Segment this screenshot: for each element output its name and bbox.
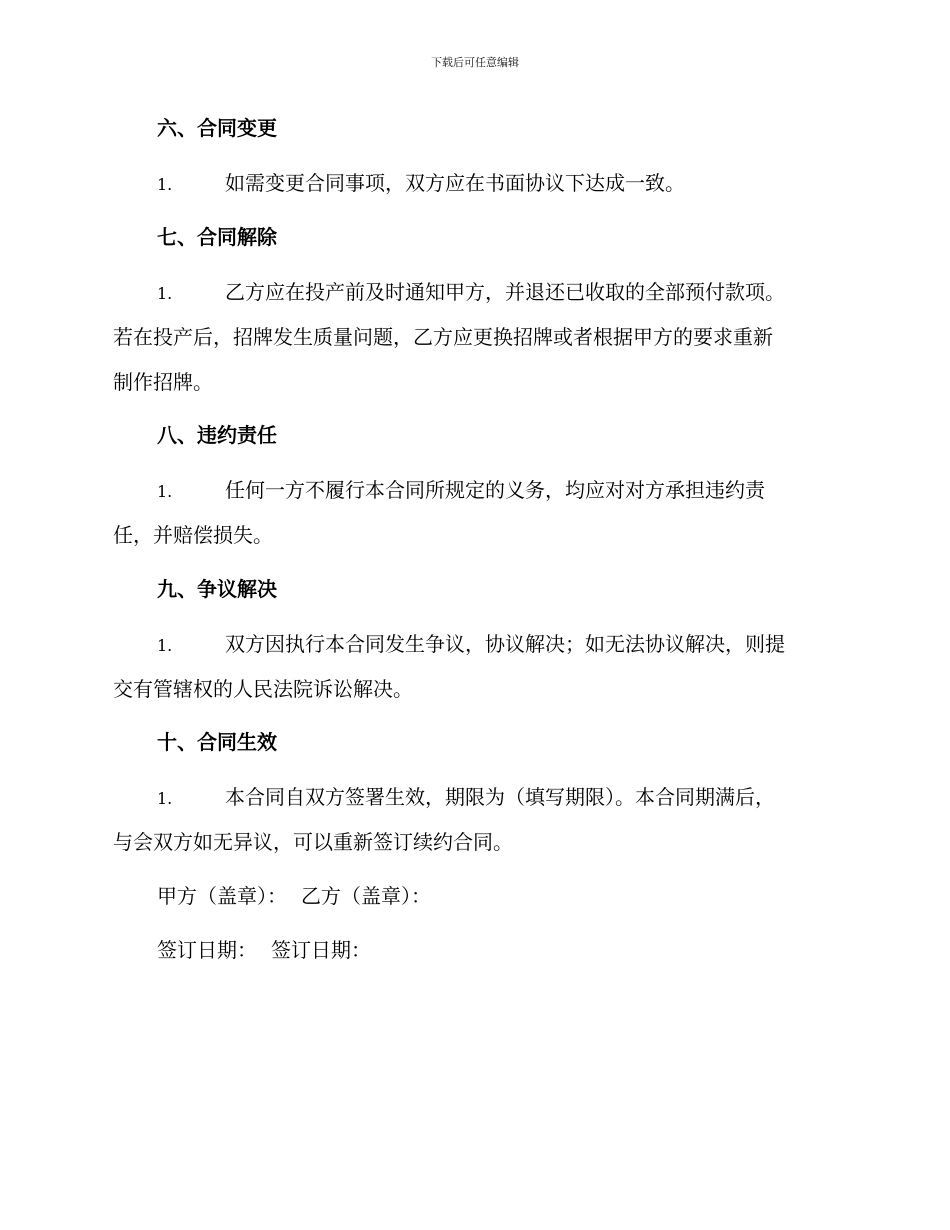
- section-heading-change: 六、合同变更: [157, 116, 277, 140]
- seal-line: [157, 882, 431, 910]
- party-a-date-label: 签订日期：: [157, 938, 257, 962]
- paragraph-line: 制作招牌。: [113, 370, 213, 394]
- paragraph-line: 任，并赔偿损失。: [113, 523, 273, 547]
- section-heading-dispute: 九、争议解决: [157, 577, 277, 601]
- paragraph-line: 若在投产后，招牌发生质量问题，乙方应更换招牌或者根据甲方的要求重新: [113, 325, 773, 349]
- paragraph-line: 1. 乙方应在投产前及时通知甲方，并退还已收取的全部预付款项。: [113, 270, 837, 315]
- section-paragraph-change: [113, 161, 837, 206]
- party-b-seal-label: 乙方（盖章）：: [301, 884, 431, 908]
- paragraph-line: 1. 本合同自双方签署生效，期限为（填写期限）。本合同期满后，: [113, 775, 837, 820]
- section-paragraph-termination: [113, 270, 837, 405]
- section-paragraph-dispute: [113, 622, 837, 712]
- item-number: 1.: [157, 789, 173, 808]
- paragraph-line: 1. 双方因执行本合同发生争议，协议解决；如无法协议解决，则提: [113, 622, 837, 667]
- page-header: 下载后可任意编辑: [431, 56, 519, 69]
- section-heading-termination: 七、合同解除: [157, 225, 277, 249]
- party-b-date-label: 签订日期：: [271, 938, 371, 962]
- item-number: 1.: [157, 636, 173, 655]
- section-heading-liability: 八、违约责任: [157, 423, 277, 447]
- section-heading-effectiveness: 十、合同生效: [157, 730, 277, 754]
- paragraph-line: 1. 如需变更合同事项，双方应在书面协议下达成一致。: [113, 161, 837, 206]
- item-number: 1.: [157, 175, 173, 194]
- date-line: [157, 936, 371, 964]
- item-number: 1.: [157, 284, 173, 303]
- section-paragraph-liability: [113, 468, 837, 558]
- item-number: 1.: [157, 482, 173, 501]
- paragraph-line: 与会双方如无异议，可以重新签订续约合同。: [113, 830, 513, 854]
- paragraph-line: 1. 任何一方不履行本合同所规定的义务，均应对对方承担违约责: [113, 468, 837, 513]
- paragraph-line: 交有管辖权的人民法院诉讼解决。: [113, 677, 413, 701]
- section-paragraph-effectiveness: [113, 775, 837, 865]
- party-a-seal-label: 甲方（盖章）：: [157, 884, 287, 908]
